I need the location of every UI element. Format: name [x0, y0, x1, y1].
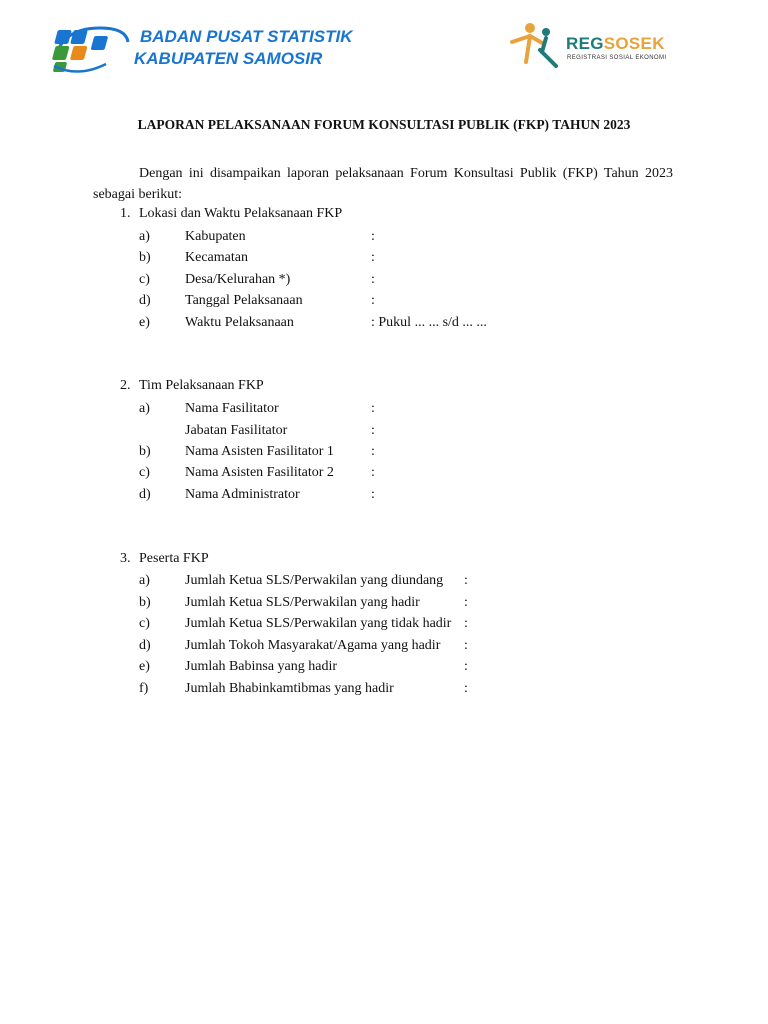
item-label: Kecamatan [185, 250, 248, 265]
section-number: 2. [120, 378, 131, 393]
section-title: Peserta FKP [139, 551, 209, 566]
item-label: Jumlah Ketua SLS/Perwakilan yang tidak hadir [185, 616, 452, 631]
regsosek-name-part2: SOSEK [603, 34, 665, 53]
item-letter: e) [139, 315, 150, 330]
item-letter: d) [139, 293, 151, 308]
item-value: : [371, 293, 375, 308]
regsosek-logo-icon [510, 22, 558, 68]
section-number: 3. [120, 551, 131, 566]
item-label: Nama Administrator [185, 487, 300, 502]
document-header [0, 0, 768, 90]
item-letter: a) [139, 573, 150, 588]
bps-title-line1: BADAN PUSAT STATISTIK [140, 27, 353, 46]
bps-logo-icon [48, 22, 132, 76]
section-title: Tim Pelaksanaan FKP [139, 378, 264, 393]
item-value: : [371, 423, 375, 438]
item-label: Kabupaten [185, 229, 246, 244]
section-3-heading [120, 551, 209, 567]
item-label: Jumlah Bhabinkamtibmas yang hadir [185, 681, 394, 696]
item-letter: a) [139, 401, 150, 416]
item-label: Jumlah Ketua SLS/Perwakilan yang diundang [185, 573, 444, 588]
item-letter: a) [139, 229, 150, 244]
item-value: : [371, 229, 375, 244]
item-letter: c) [139, 465, 150, 480]
item-value: : [371, 401, 375, 416]
item-label: Tanggal Pelaksanaan [185, 293, 303, 308]
section-1-heading [120, 206, 342, 222]
item-letter: d) [139, 638, 151, 653]
item-value: : [464, 659, 468, 674]
item-label: Waktu Pelaksanaan [185, 315, 294, 330]
bps-title-line2: KABUPATEN SAMOSIR [134, 49, 323, 68]
bps-title [134, 26, 353, 70]
item-letter: f) [139, 681, 149, 696]
item-value: : [464, 595, 468, 610]
item-label: Nama Asisten Fasilitator 1 [185, 444, 334, 459]
item-letter: c) [139, 616, 150, 631]
item-letter: c) [139, 272, 150, 287]
item-label: Nama Fasilitator [185, 401, 279, 416]
item-value: : [371, 444, 375, 459]
item-value: : [464, 616, 468, 631]
item-value: : [371, 487, 375, 502]
regsosek-name-part1: REG [566, 34, 604, 53]
section-number: 1. [120, 206, 131, 221]
item-letter: b) [139, 250, 151, 265]
item-label: Jumlah Tokoh Masyarakat/Agama yang hadir [185, 638, 441, 653]
item-label: Jumlah Babinsa yang hadir [185, 659, 338, 674]
item-letter: d) [139, 487, 151, 502]
intro-text: Dengan ini disampaikan laporan pelaksanaan Forum Konsultasi Publik (FKP) Tahun 2023 sebagai berikut: [93, 166, 673, 202]
item-value: : [464, 681, 468, 696]
item-letter: e) [139, 659, 150, 674]
item-value: : [464, 573, 468, 588]
section-title: Lokasi dan Waktu Pelaksanaan FKP [139, 206, 343, 221]
item-value: : [371, 250, 375, 265]
section-2-heading [120, 378, 264, 394]
item-value: : [371, 465, 375, 480]
item-label: Jabatan Fasilitator [185, 423, 288, 438]
item-label: Desa/Kelurahan *) [185, 272, 291, 287]
item-value: : Pukul ... ... s/d ... ... [371, 315, 487, 330]
item-value: : [371, 272, 375, 287]
regsosek-name [566, 34, 665, 54]
item-value: : [464, 638, 468, 653]
item-letter: b) [139, 444, 151, 459]
intro-paragraph [93, 163, 673, 205]
item-label: Nama Asisten Fasilitator 2 [185, 465, 334, 480]
document-title: LAPORAN PELAKSANAAN FORUM KONSULTASI PUBLIK (FKP) TAHUN 2023 [137, 117, 631, 132]
item-letter: b) [139, 595, 151, 610]
item-label: Jumlah Ketua SLS/Perwakilan yang hadir [185, 595, 420, 610]
regsosek-subtitle: REGISTRASI SOSIAL EKONOMI [567, 55, 667, 61]
